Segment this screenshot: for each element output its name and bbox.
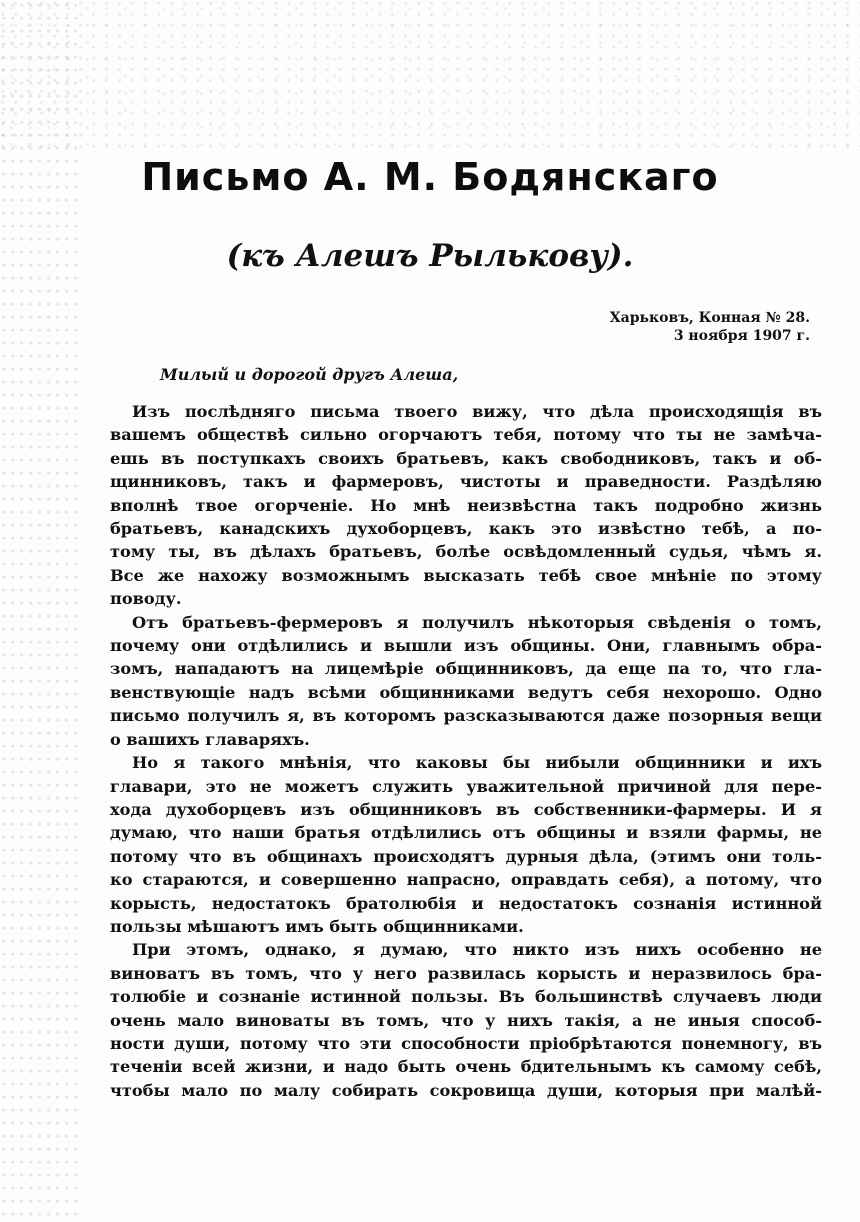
body-line: чтобы мало по малу собирать сокровища души, которыя при малѣй- — [110, 1080, 822, 1100]
letter-body — [110, 400, 822, 1102]
body-line: корысть, недостатокъ братолюбія и недостатокъ сознанія истинной — [110, 893, 822, 913]
body-line: щинниковъ, такъ и фармеровъ, чистоты и праведности. Раздѣляю — [110, 472, 822, 492]
body-line: венствующіе надъ всѣми общинниками ведутъ себя нехорошо. Одно — [110, 682, 822, 702]
body-line: Изъ послѣдняго письма твоего вижу, что дѣла происходящія въ — [132, 402, 822, 421]
body-line: ности души, потому что эти способности пріобрѣтаются понемногу, въ — [110, 1033, 822, 1053]
body-line: ко стараются, и совершенно напрасно, оправдать себя), а потому, что — [110, 870, 822, 890]
letter-date: 3 ноября 1907 г. — [673, 328, 810, 344]
letter-greeting: Милый и дорогой другъ Алеша, — [160, 365, 459, 384]
body-line: вполнѣ твое огорченіе. Но мнѣ неизвѣстна такъ подробно жизнь — [110, 495, 822, 515]
body-line: братьевъ, канадскихъ духоборцевъ, какъ это извѣстно тебѣ, а по- — [110, 519, 822, 539]
body-line: При этомъ, однако, я думаю, что никто изъ нихъ особенно не — [132, 940, 822, 960]
body-line: хода духоборцевъ изъ общинниковъ въ собственники-фармеры. И я — [110, 799, 822, 819]
body-line: поводу. — [110, 589, 182, 609]
body-line: письмо получилъ я, въ которомъ разсказываются даже позорныя вещи — [110, 706, 822, 726]
letter-subtitle: (къ Алешъ Рылькову). — [226, 238, 634, 274]
body-line: думаю, что наши братья отдѣлились отъ общины и взяли фармы, не — [110, 823, 822, 843]
body-line: зомъ, нападаютъ на лицемѣріе общинниковъ, да еще па то, что гла- — [110, 659, 822, 679]
body-line: о вашихъ главаряхъ. — [110, 729, 310, 749]
body-line: теченіи всей жизни, и надо быть очень бдительнымъ къ самому себѣ, — [110, 1057, 822, 1077]
body-line: вашемъ обществѣ сильно огорчаютъ тебя, потому что ты не замѣча- — [110, 425, 822, 445]
letter-title: Письмо А. М. Бодянскаго — [141, 155, 719, 199]
body-line: потому что въ общинахъ происходятъ дурныя дѣла, (этимъ они толь- — [110, 846, 822, 866]
body-line: очень мало виноваты въ томъ, что у нихъ такія, а не иныя способ- — [110, 1010, 822, 1030]
body-line: ешь въ поступкахъ своихъ братьевъ, какъ свободниковъ, такъ и об- — [110, 448, 822, 468]
body-line: толюбіе и сознаніе истинной пользы. Въ большинствѣ случаевъ люди — [110, 987, 822, 1007]
body-line: виноватъ въ томъ, что у него развилась корысть и неразвилось бра- — [110, 963, 822, 983]
sender-address: Харьковъ, Конная № 28. — [609, 310, 810, 326]
body-line: тому ты, въ дѣлахъ братьевъ, болѣе освѣдомленный судья, чѣмъ я. — [110, 542, 822, 562]
body-line: Все же нахожу возможнымъ высказать тебѣ свое мнѣніе по этому — [110, 565, 822, 585]
body-line: главари, это не можетъ служить уважительной причиной для пере- — [110, 776, 822, 796]
body-line: пользы мѣшаютъ имъ быть общинниками. — [110, 916, 524, 936]
body-line: почему они отдѣлились и вышли изъ общины. Они, главнымъ обра- — [110, 636, 822, 656]
body-line: Но я такого мнѣнія, что каковы бы нибыли общинники и ихъ — [132, 753, 822, 773]
sender-address-block — [610, 309, 810, 345]
body-line: Отъ братьевъ-фермеровъ я получилъ нѣкоторыя свѣденія о томъ, — [132, 612, 822, 632]
